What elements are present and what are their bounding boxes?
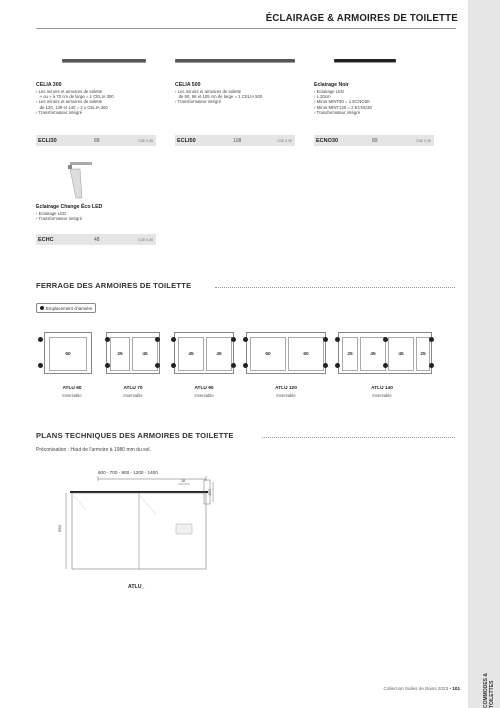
code-row-eclairage-change-eco [36,234,156,245]
depth-dimension: 18 [181,479,185,483]
cabinet-door: 60 [49,337,87,371]
cabinet-subtitle: Inversable [123,393,143,398]
page-title: ÉCLAIRAGE & ARMOIRES DE TOILETTE [265,12,458,24]
height-dimension: 560 [56,525,62,532]
cabinet-subtitle: Inversable [372,393,392,398]
side-dimension: 13,5 [207,488,212,496]
cabinet-door: 25 [416,337,430,371]
hinge-dot-icon [105,337,110,342]
hinge-dot-icon [323,337,328,342]
plans-section-title: PLANS TECHNIQUES DES ARMOIRES DE TOILETTE [36,431,234,440]
product-eclairage-change-eco [36,158,164,221]
product-name: Eclairage Change Éco LED [36,204,103,210]
cabinet-atlu-70 [106,332,160,374]
hinge-dot-icon [231,363,236,368]
cabinet-door: 45 [388,337,414,371]
hinge-dot-icon [38,337,43,342]
product-code: ECHC [38,237,54,243]
cabinet-atlu-60 [44,332,92,374]
sidebar-band [468,0,500,708]
product-price: 89 [94,138,100,144]
eco-tax: D3E 0,08 [277,138,292,143]
hinge-dot-icon [105,363,110,368]
product-description: › Les miroirs et armoires de toilette « ou » à 70 cm de large = 1 CELIA 300 › Les miroirs et armoires de toilette de 120, 139 et 140 = 2 x CELIA 300 › Transformateur intégré [36,89,114,115]
eco-tax: D3E 0,08 [138,138,153,143]
cabinet-door: 45 [206,337,232,371]
hinge-dot-icon [171,337,176,342]
hinge-dot-icon [243,337,248,342]
technical-drawing [56,470,220,572]
product-name: CELIA 500 [175,82,201,88]
width-dimension: 600 - 700 - 900 - 1200 - 1400 [98,470,158,475]
product-code: ECLI50 [177,138,196,144]
product-price: 48 [94,237,100,243]
section-divider [215,287,455,288]
code-row-eclairage-noir [314,135,434,146]
eco-tax: D3E 0,08 [416,138,431,143]
cabinet-name: ATLU 90 [194,386,214,391]
hinge-dot-icon [383,363,388,368]
page-footer: Collection Salles de Bains 2023 • 101 [383,686,460,691]
celia-500-lamp-image [175,40,303,58]
cabinet-door: 45 [132,337,158,371]
title-rule [36,28,456,29]
eco-tax: D3E 0,08 [138,237,153,242]
product-code: ECLI30 [38,138,57,144]
sidebar-label: COMMODES & TOILETTES [483,673,495,708]
drawing-label: ATLU_ [128,584,145,590]
product-description: › Les miroirs et armoires de toilette de 90, 96 et 105 cm de large = 1 CELIA 500 › Transformateur intégré [175,89,263,105]
cabinet-door: 45 [178,337,204,371]
hinge-dot-icon [155,363,160,368]
cabinet-door: 60 [288,337,324,371]
hinge-dot-icon [383,337,388,342]
installation-note: Préconisation : Haut de l'armoire à 1980 mm du sol. [36,447,151,453]
product-code: ECNO30 [316,138,339,144]
product-price: 89 [372,138,378,144]
hinge-dot-icon [335,363,340,368]
cabinet-door: 25 [342,337,358,371]
cabinet-atlu-90 [174,332,234,374]
code-row-celia-500 [175,135,295,146]
cabinet-name: ATLU 120 [275,386,297,391]
eco-lamp-image [36,158,164,202]
cabinet-name: ATLU 140 [371,386,393,391]
hinge-legend [36,303,96,313]
product-name: Eclairage Noir [314,82,349,88]
footer-text: Collection Salles de Bains 2023 [383,686,449,691]
hinge-dot-icon [429,337,434,342]
hinge-dot-icon [243,363,248,368]
celia-300-lamp-image [36,40,164,58]
hinge-dot-icon [231,337,236,342]
hinge-dot-icon [335,337,340,342]
hinge-dot-icon [171,363,176,368]
product-description: › Eclairage LED › L 30cm › Miroir MINT90 = 1 ECNO30 › Miroir MINT120 = 2 ECNO30 › Transformateur intégré [314,89,372,115]
hinge-dot-icon [40,306,44,310]
product-description: › Eclairage LED › Transformateur intégré [36,211,83,222]
product-celia-300 [36,40,164,115]
cabinet-atlu-120 [246,332,326,374]
code-row-celia-300 [36,135,156,146]
hinge-dot-icon [155,337,160,342]
hinge-dot-icon [38,363,43,368]
cabinet-door: 45 [360,337,386,371]
cabinet-name: ATLU 70 [123,386,143,391]
cabinet-subtitle: Inversable [276,393,296,398]
cabinet-subtitle: Inversable [62,393,82,398]
eclairage-noir-lamp-image [314,40,442,58]
cabinet-door: 25 [110,337,130,371]
legend-label: Emplacement charnière [46,305,93,311]
product-name: CELIA 300 [36,82,62,88]
hinge-dot-icon [429,363,434,368]
product-eclairage-noir [314,40,442,115]
product-price: 108 [233,138,242,144]
page-number: 101 [452,686,460,691]
hinge-dot-icon [323,363,328,368]
product-celia-500 [175,40,303,105]
section-divider [262,437,455,438]
ferrage-section-title: FERRAGE DES ARMOIRES DE TOILETTE [36,281,192,290]
cabinet-subtitle: Inversable [194,393,214,398]
cabinet-name: ATLU 60 [62,386,82,391]
cabinet-door: 60 [250,337,286,371]
